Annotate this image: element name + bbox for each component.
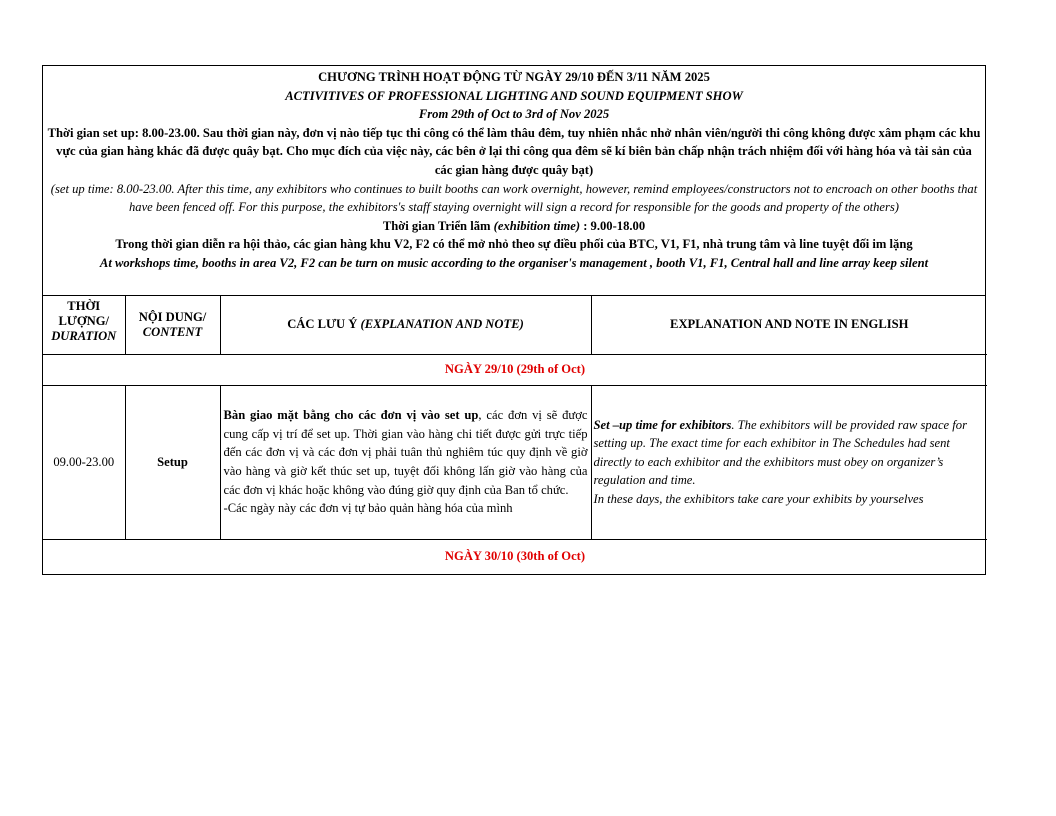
duration-header-vn: THỜI LƯỢNG/	[58, 299, 110, 329]
setup-note-vn: Thời gian set up: 8.00-23.00. Sau thời gian này, đơn vị nào tiếp tục thi công có thể làm thâu đêm, tuy nhiên nhắc nhở nhân viên/người thi công không được xâm phạm các khu vực của gian hàng khác đã được quây bạt. Cho mục đích của việc này, các bên ở lại thi công qua đêm sẽ kí biên bản chấp nhận trách nhiệm đối với hàng hóa và tài sản của các gian hàng được quây bạt)	[47, 125, 981, 177]
row-task: Setup	[125, 385, 220, 539]
day-row-29	[43, 354, 987, 385]
table-header-row	[43, 296, 987, 355]
exhibition-hours: : 9.00-18.00	[580, 218, 646, 233]
note-en-lead: Set –up time for exhibitors	[593, 417, 732, 432]
dates-en: From 29th of Oct to 3rd of Nov 2025	[418, 107, 610, 122]
exhibition-time	[46, 217, 982, 236]
row-note-en	[591, 385, 987, 539]
exhibition-label-en: (exhibition time)	[493, 218, 581, 233]
note-en-extra: In these days, the exhibitors take care your exhibits by yourselves	[593, 491, 924, 506]
duration-header-en: DURATION	[51, 329, 117, 344]
row-note-vn	[220, 385, 591, 539]
day-row-30	[43, 539, 987, 574]
note-vn-lead: Bàn giao mặt bằng cho các đơn vị vào set up	[223, 408, 479, 423]
column-header-note-vn	[220, 296, 591, 355]
day-label: NGÀY 30/10 (30th of Oct)	[43, 539, 987, 574]
content-header-en: CONTENT	[142, 324, 203, 339]
schedule-table	[43, 296, 987, 574]
setup-note-en: (set up time: 8.00-23.00. After this time, any exhibitors who continues to built booths can work overnight, however, remind employees/constructors not to encroach on other booths that have been fenced off. For this purpose, the exhibitors's staff staying overnight will sign a record for responsible for the goods and property of the others)	[50, 181, 978, 215]
column-header-content	[125, 296, 220, 355]
day-label: NGÀY 29/10 (29th of Oct)	[43, 354, 987, 385]
content-header-vn: NỘI DUNG/	[138, 309, 207, 324]
title-vn: CHƯƠNG TRÌNH HOẠT ĐỘNG TỪ NGÀY 29/10 ĐẾN 3/11 NĂM 2025	[318, 70, 710, 84]
note-header-vn: CÁC LƯU Ý	[287, 317, 361, 332]
row-time: 09.00-23.00	[43, 385, 125, 539]
schedule-header	[43, 66, 985, 296]
table-row	[43, 385, 987, 539]
title-en: ACTIVITIVES OF PROFESSIONAL LIGHTING AND SOUND EQUIPMENT SHOW	[285, 88, 743, 103]
schedule-sheet	[42, 65, 986, 575]
workshop-note-en: At workshops time, booths in area V2, F2 can be turn on music according to the organiser's management , booth V1, F1, Central hall and line array keep silent	[99, 255, 929, 270]
column-header-note-en: EXPLANATION AND NOTE IN ENGLISH	[591, 296, 987, 355]
column-header-duration	[43, 296, 125, 355]
note-vn-extra: -Các ngày này các đơn vị tự bảo quản hàng hóa của mình	[223, 501, 513, 516]
note-header-vn-en: (EXPLANATION AND NOTE)	[360, 317, 524, 332]
exhibition-label-vn: Thời gian Triển lãm	[382, 218, 491, 233]
workshop-note-vn: Trong thời gian diễn ra hội thảo, các gian hàng khu V2, F2 có thể mở nhỏ theo sự điều phối của BTC, V1, F1, nhà trung tâm và line tuyệt đối im lặng	[115, 237, 913, 252]
note-vn-body: , các đơn vị sẽ được cung cấp vị trí để set up. Thời gian vào hàng chi tiết được gửi trực tiếp đến các đơn vị và các đơn vị phải tuân thủ nghiêm túc quy định về giờ vào hàng và giờ kết thúc set up, tuyệt đối không lấn giờ vào hàng của các đơn vị khác hoặc không vào đúng giờ quy định của Ban tổ chức.	[223, 408, 588, 497]
note-en-body: . The exhibitors will be provided raw space for setting up. The exact time for each exhibitor in The Schedules had sent directly to each exhibitor and the exhibitors must obey on organizer’s regulation and time.	[593, 417, 967, 488]
